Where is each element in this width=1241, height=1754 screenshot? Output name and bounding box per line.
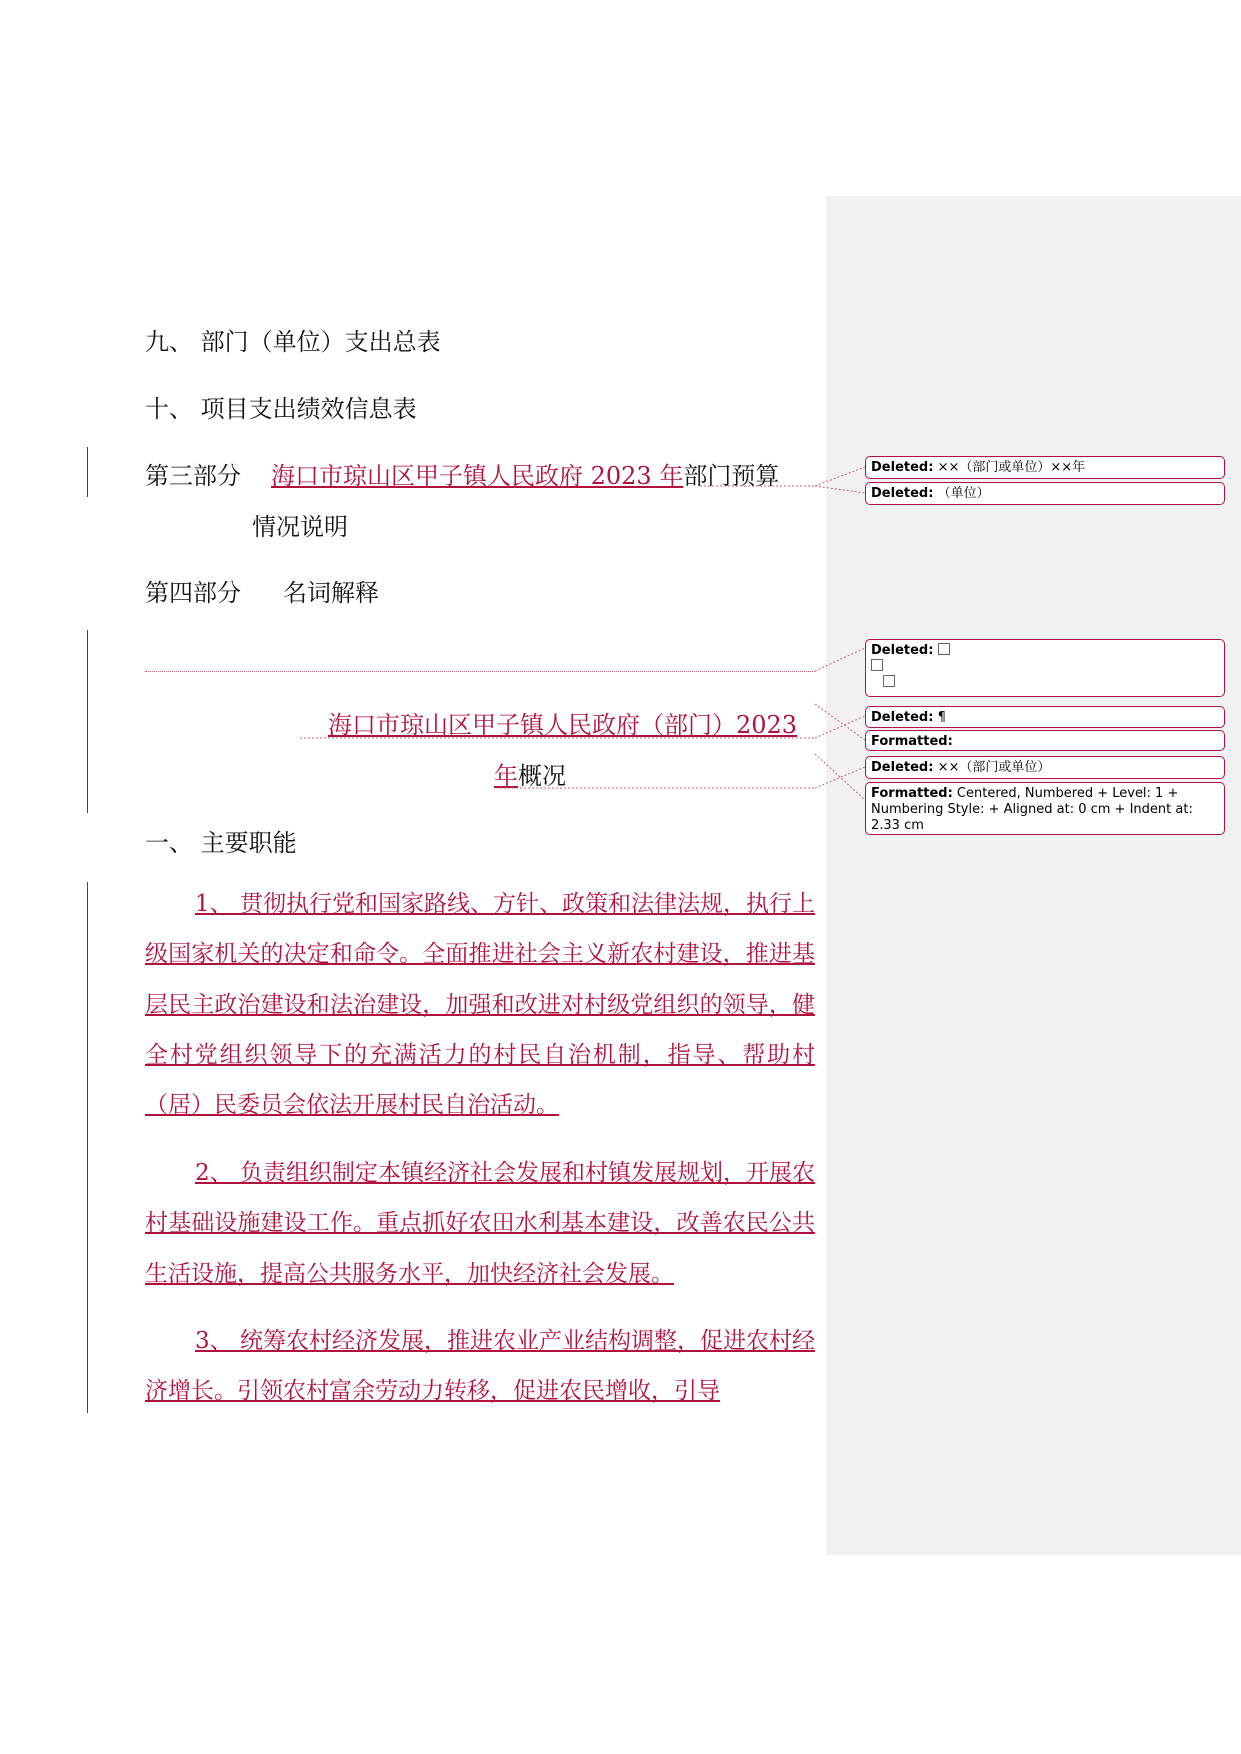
comment-deleted[interactable]: Deleted: [865, 639, 1225, 697]
comment-deleted[interactable]: Deleted: ¶ [865, 706, 1225, 728]
chapter-title-inserted: 海口市琼山区甲子镇人民政府（部门）2023 [328, 711, 798, 739]
part4-label: 第四部分 [145, 579, 241, 607]
paragraph-text: 3、 统筹农村经济发展，推进农业产业结构调整，促进农村经济增长。引领农村富余劳动力转移，促进农民增收，引导 [145, 1328, 815, 1405]
comment-deleted[interactable]: Deleted: ××（部门或单位）××年 [865, 456, 1225, 479]
part4-title: 名词解释 [283, 579, 379, 607]
paragraph-text: 2、 负责组织制定本镇经济社会发展和村镇发展规划，开展农村基础设施建设工作。重点抓好农田水利基本建设，改善农民公共生活设施，提高公共服务水平，加快经济社会发展。 [145, 1160, 815, 1287]
inserted-text: 海口市琼山区甲子镇人民政府 2023 年 [271, 462, 684, 490]
part3-label: 第三部分 [145, 462, 241, 490]
box-glyph-icon [883, 675, 895, 687]
comment-formatted[interactable]: Formatted: Centered, Numbered + Level: 1 + Numbering Style: + Aligned at: 0 cm + Indent at: 2.33 cm [865, 782, 1225, 835]
comment-deleted[interactable]: Deleted: ××（部门或单位） [865, 756, 1225, 779]
comment-formatted[interactable]: Formatted: [865, 730, 1225, 751]
chapter-title-year: 年 [494, 762, 518, 790]
toc-item-10[interactable]: 十、 项目支出绩效信息表 [145, 395, 417, 423]
paragraph-text: 1、 贯彻执行党和国家路线、方针、政策和法律法规，执行上级国家机关的决定和命令。全面推进社会主义新农村建设，推进基层民主政治建设和法治建设，加强和改进对村级党组织的领导，健全村党组织领导下的充满活力的村民自治机制，指导、帮助村（居）民委员会依法开展村民自治活动。 [145, 891, 815, 1119]
box-glyph-icon [871, 659, 883, 671]
toc-item-9[interactable]: 九、 部门（单位）支出总表 [145, 328, 441, 356]
comment-deleted[interactable]: Deleted: （单位） [865, 482, 1225, 505]
chapter-title-rest: 概况 [518, 762, 566, 790]
section-heading: 一、 主要职能 [145, 829, 297, 857]
part3-line2: 情况说明 [252, 513, 348, 541]
part3-rest: 部门预算 [683, 462, 780, 490]
box-glyph-icon [938, 643, 950, 655]
